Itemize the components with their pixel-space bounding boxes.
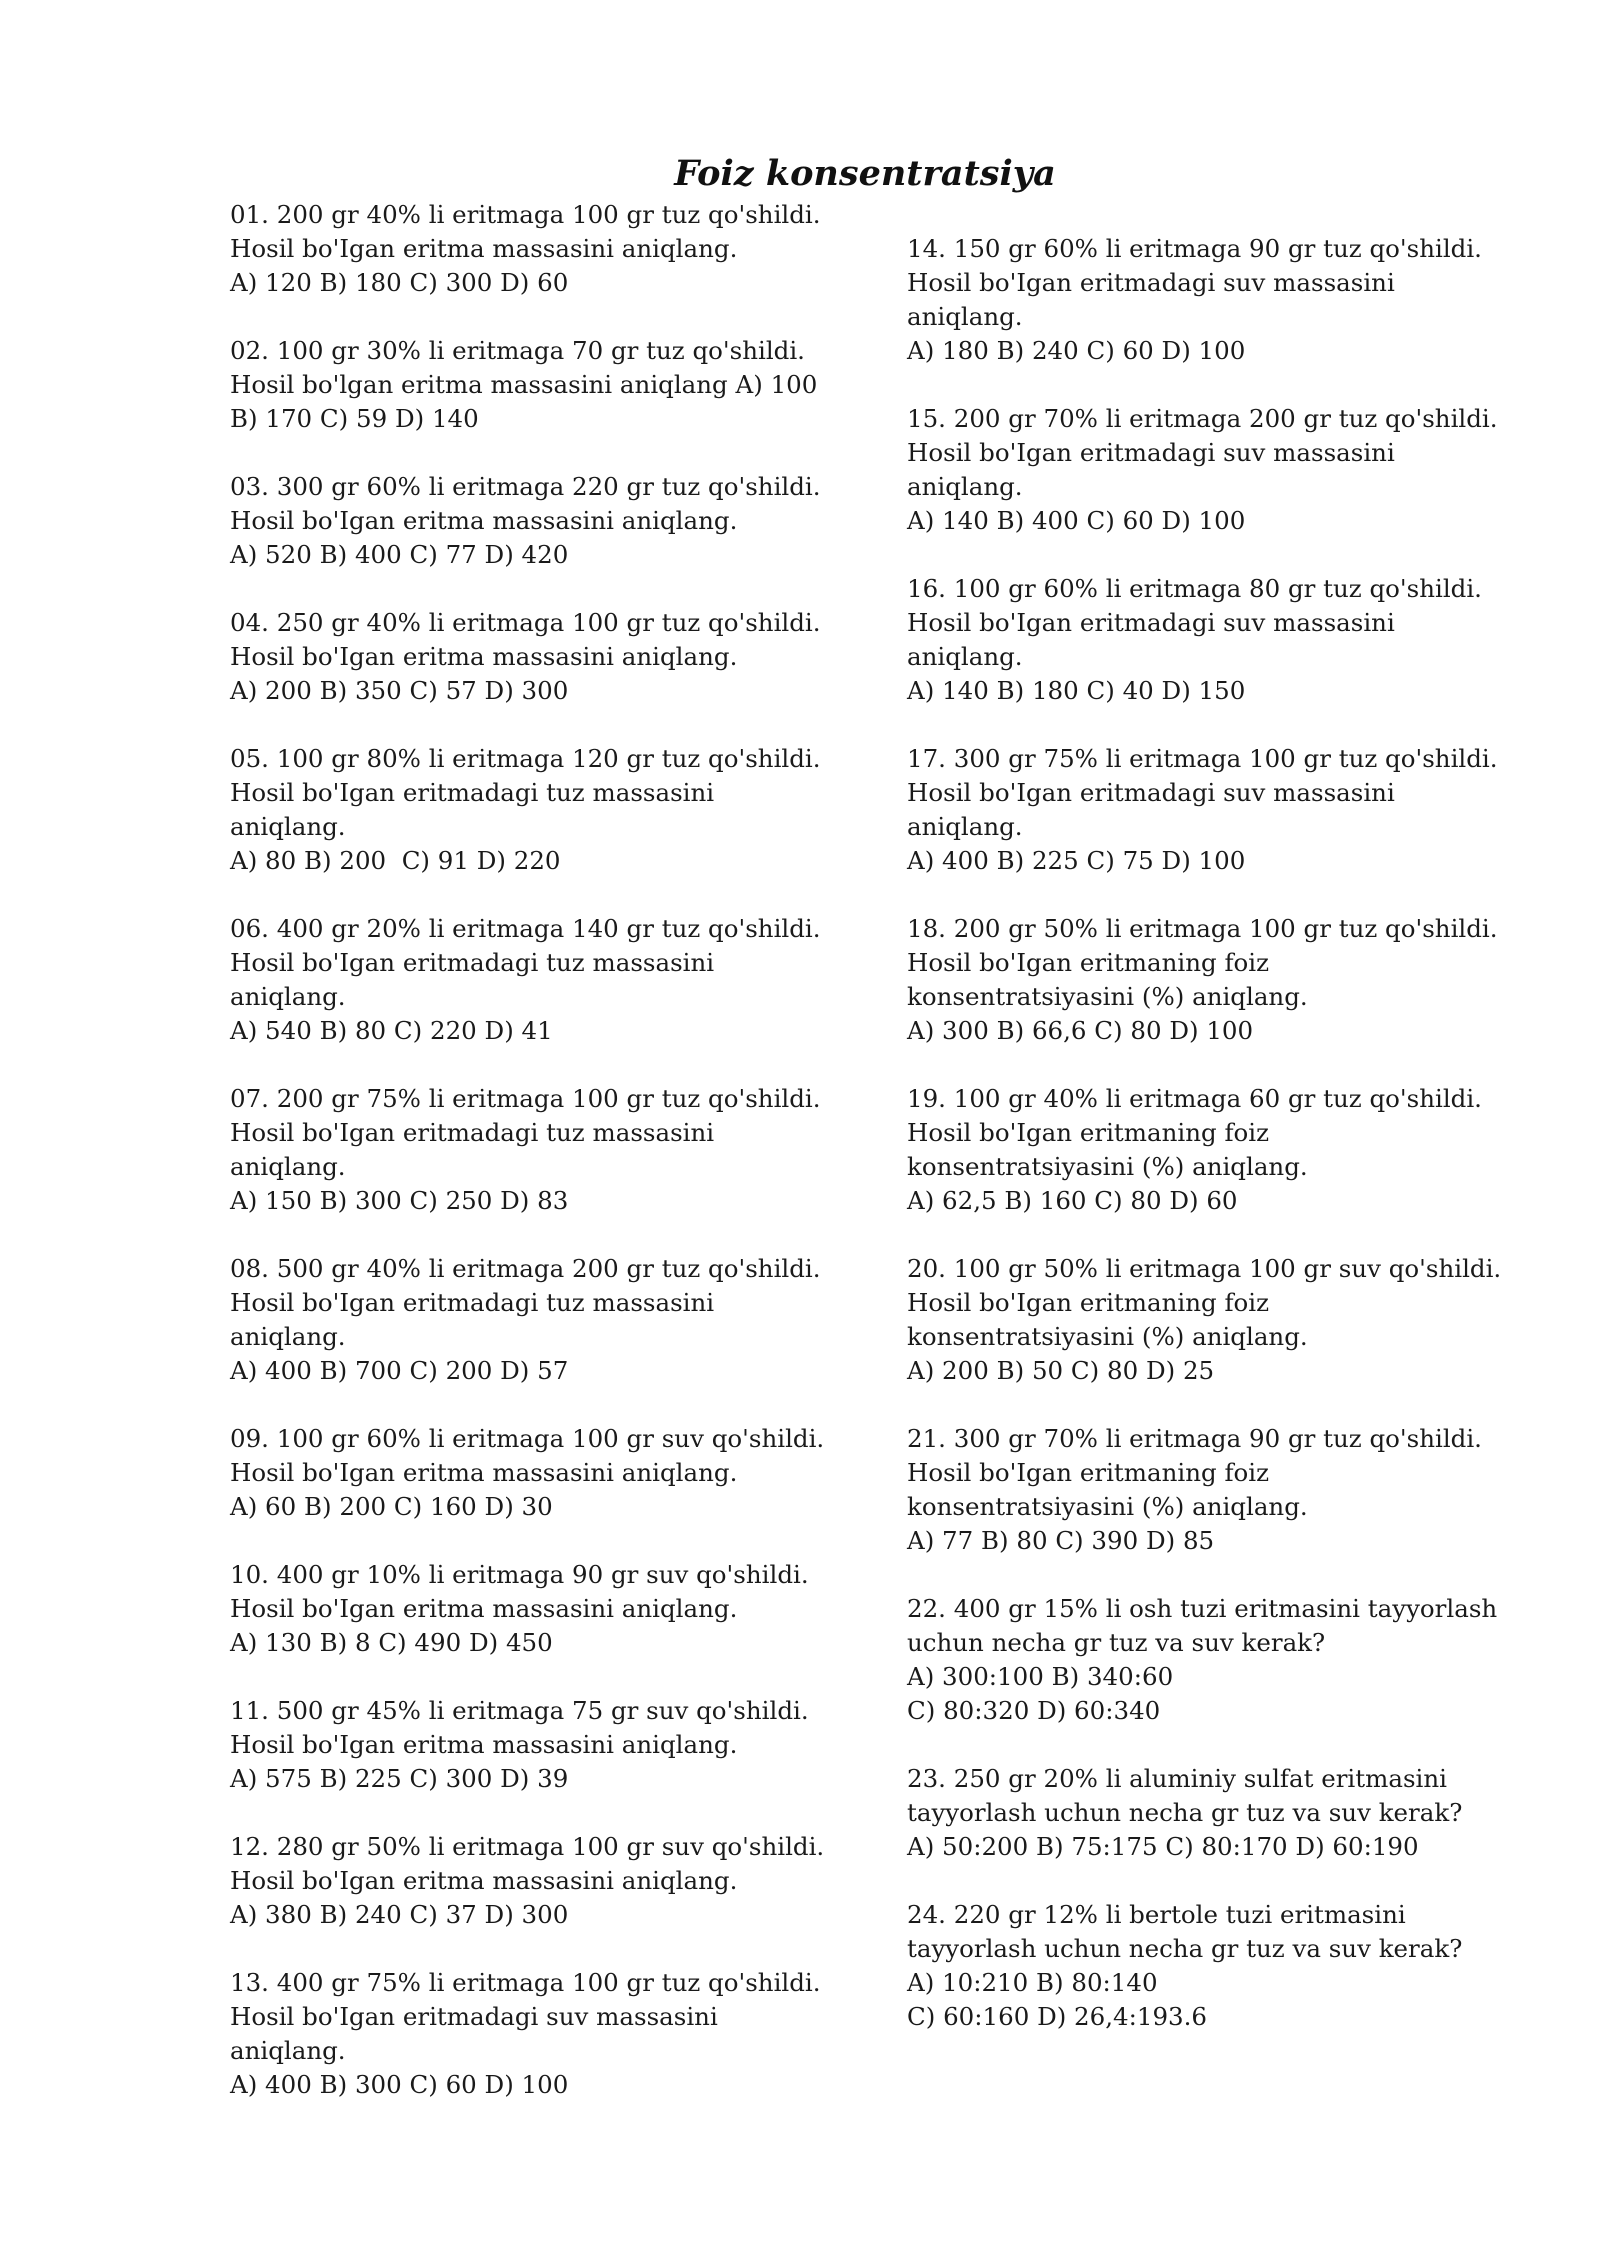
question-item <box>907 1252 1507 1388</box>
page-title: Foiz konsentratsiya <box>674 153 1056 194</box>
question-text: 07. 200 gr 75% li eritmaga 100 gr tuz qo'shildi. <box>230 1084 821 1113</box>
answer-options: C) 80:320 D) 60:340 <box>907 1696 1161 1725</box>
question-text: Hosil bo'Igan eritmadagi tuz massasini <box>230 1118 715 1147</box>
question-item <box>230 912 830 1048</box>
question-item <box>907 912 1507 1048</box>
question-text: 10. 400 gr 10% li eritmaga 90 gr suv qo'shildi. <box>230 1560 809 1589</box>
question-text: uchun necha gr tuz va suv kerak? <box>907 1628 1326 1657</box>
question-text: aniqlang. <box>230 1152 346 1181</box>
question-text: 21. 300 gr 70% li eritmaga 90 gr tuz qo'shildi. <box>907 1424 1482 1453</box>
answer-options: A) 130 B) 8 C) 490 D) 450 <box>230 1628 553 1657</box>
question-text: 23. 250 gr 20% li aluminiy sulfat eritmasini <box>907 1764 1447 1793</box>
question-item <box>907 742 1507 878</box>
question-item <box>907 232 1507 368</box>
answer-options: A) 575 B) 225 C) 300 D) 39 <box>230 1764 569 1793</box>
answer-options: B) 170 C) 59 D) 140 <box>230 404 479 433</box>
question-item <box>230 742 830 878</box>
question-text: Hosil bo'Igan eritmadagi tuz massasini <box>230 1288 715 1317</box>
question-item <box>230 1966 830 2102</box>
answer-options: A) 400 B) 225 C) 75 D) 100 <box>907 846 1246 875</box>
left-column <box>230 198 830 2136</box>
question-text: Hosil bo'Igan eritmaning foiz <box>907 948 1270 977</box>
question-text: konsentratsiyasini (%) aniqlang. <box>907 982 1308 1011</box>
question-item <box>907 1422 1507 1558</box>
question-text: Hosil bo'Igan eritma massasini aniqlang. <box>230 1458 738 1487</box>
question-text: Hosil bo'Igan eritma massasini aniqlang. <box>230 506 738 535</box>
question-text: aniqlang. <box>907 812 1023 841</box>
answer-options: A) 300:100 B) 340:60 <box>907 1662 1174 1691</box>
question-item <box>230 1830 830 1932</box>
question-text: 09. 100 gr 60% li eritmaga 100 gr suv qo'shildi. <box>230 1424 825 1453</box>
answer-options: A) 400 B) 300 C) 60 D) 100 <box>230 2070 569 2099</box>
question-text: 08. 500 gr 40% li eritmaga 200 gr tuz qo'shildi. <box>230 1254 821 1283</box>
question-text: tayyorlash uchun necha gr tuz va suv kerak? <box>907 1934 1463 1963</box>
question-item <box>230 606 830 708</box>
question-text: Hosil bo'Igan eritmadagi suv massasini <box>907 608 1395 637</box>
question-text: 20. 100 gr 50% li eritmaga 100 gr suv qo'shildi. <box>907 1254 1502 1283</box>
question-text: Hosil bo'Igan eritma massasini aniqlang. <box>230 1866 738 1895</box>
question-text: konsentratsiyasini (%) aniqlang. <box>907 1322 1308 1351</box>
question-item <box>230 1558 830 1660</box>
answer-options: A) 150 B) 300 C) 250 D) 83 <box>230 1186 569 1215</box>
question-text: 17. 300 gr 75% li eritmaga 100 gr tuz qo'shildi. <box>907 744 1498 773</box>
answer-options: A) 10:210 B) 80:140 <box>907 1968 1158 1997</box>
question-text: Hosil bo'Igan eritmadagi tuz massasini <box>230 948 715 977</box>
answer-options: A) 200 B) 50 C) 80 D) 25 <box>907 1356 1215 1385</box>
question-item <box>907 1898 1507 2034</box>
question-item <box>907 1082 1507 1218</box>
question-text: Hosil bo'Igan eritmadagi suv massasini <box>907 438 1395 467</box>
answer-options: A) 77 B) 80 C) 390 D) 85 <box>907 1526 1215 1555</box>
question-item <box>907 402 1507 538</box>
question-item <box>230 1252 830 1388</box>
answer-options: C) 60:160 D) 26,4:193.6 <box>907 2002 1208 2031</box>
question-text: konsentratsiyasini (%) aniqlang. <box>907 1492 1308 1521</box>
answer-options: A) 200 B) 350 C) 57 D) 300 <box>230 676 569 705</box>
question-text: 16. 100 gr 60% li eritmaga 80 gr tuz qo'shildi. <box>907 574 1482 603</box>
question-text: aniqlang. <box>907 642 1023 671</box>
question-text: 04. 250 gr 40% li eritmaga 100 gr tuz qo'shildi. <box>230 608 821 637</box>
question-text: 13. 400 gr 75% li eritmaga 100 gr tuz qo'shildi. <box>230 1968 821 1997</box>
question-text: aniqlang. <box>230 1322 346 1351</box>
question-text: aniqlang. <box>230 2036 346 2065</box>
answer-options: A) 540 B) 80 C) 220 D) 41 <box>230 1016 553 1045</box>
question-text: 24. 220 gr 12% li bertole tuzi eritmasini <box>907 1900 1406 1929</box>
question-text: Hosil bo'Igan eritma massasini aniqlang. <box>230 234 738 263</box>
question-text: Hosil bo'Igan eritma massasini aniqlang. <box>230 1730 738 1759</box>
answer-options: A) 80 B) 200 C) 91 D) 220 <box>230 846 561 875</box>
question-item <box>907 1592 1507 1728</box>
answer-options: A) 180 B) 240 C) 60 D) 100 <box>907 336 1246 365</box>
question-text: 12. 280 gr 50% li eritmaga 100 gr suv qo'shildi. <box>230 1832 825 1861</box>
question-item <box>230 1082 830 1218</box>
question-text: 15. 200 gr 70% li eritmaga 200 gr tuz qo'shildi. <box>907 404 1498 433</box>
question-text: aniqlang. <box>907 472 1023 501</box>
question-text: 18. 200 gr 50% li eritmaga 100 gr tuz qo'shildi. <box>907 914 1498 943</box>
question-text: Hosil bo'Igan eritmadagi tuz massasini <box>230 778 715 807</box>
question-text: 05. 100 gr 80% li eritmaga 120 gr tuz qo'shildi. <box>230 744 821 773</box>
question-item <box>230 198 830 300</box>
answer-options: A) 380 B) 240 C) 37 D) 300 <box>230 1900 569 1929</box>
answer-options: A) 62,5 B) 160 C) 80 D) 60 <box>907 1186 1238 1215</box>
question-text: 06. 400 gr 20% li eritmaga 140 gr tuz qo'shildi. <box>230 914 821 943</box>
question-text: aniqlang. <box>230 812 346 841</box>
question-text: Hosil bo'Igan eritma massasini aniqlang. <box>230 642 738 671</box>
answer-options: A) 300 B) 66,6 C) 80 D) 100 <box>907 1016 1254 1045</box>
answer-options: A) 120 B) 180 C) 300 D) 60 <box>230 268 569 297</box>
question-item <box>230 470 830 572</box>
question-text: Hosil bo'Igan eritmaning foiz <box>907 1458 1270 1487</box>
question-item <box>230 1422 830 1524</box>
question-text: Hosil bo'Igan eritmadagi suv massasini <box>907 268 1395 297</box>
question-text: 02. 100 gr 30% li eritmaga 70 gr tuz qo'shildi. <box>230 336 805 365</box>
question-item <box>907 1762 1507 1864</box>
question-text: 03. 300 gr 60% li eritmaga 220 gr tuz qo'shildi. <box>230 472 821 501</box>
answer-options: A) 60 B) 200 C) 160 D) 30 <box>230 1492 553 1521</box>
answer-options: A) 50:200 B) 75:175 C) 80:170 D) 60:190 <box>907 1832 1419 1861</box>
question-item <box>230 1694 830 1796</box>
question-text: 22. 400 gr 15% li osh tuzi eritmasini tayyorlash <box>907 1594 1498 1623</box>
question-text: Hosil bo'Igan eritmaning foiz <box>907 1288 1270 1317</box>
question-text: 01. 200 gr 40% li eritmaga 100 gr tuz qo'shildi. <box>230 200 821 229</box>
answer-options: A) 140 B) 400 C) 60 D) 100 <box>907 506 1246 535</box>
question-text: Hosil bo'Igan eritma massasini aniqlang. <box>230 1594 738 1623</box>
question-item <box>907 572 1507 708</box>
answer-options: A) 140 B) 180 C) 40 D) 150 <box>907 676 1246 705</box>
answer-options: A) 400 B) 700 C) 200 D) 57 <box>230 1356 569 1385</box>
question-text: aniqlang. <box>907 302 1023 331</box>
question-text: tayyorlash uchun necha gr tuz va suv kerak? <box>907 1798 1463 1827</box>
question-text: Hosil bo'Igan eritmaning foiz <box>907 1118 1270 1147</box>
question-text: 14. 150 gr 60% li eritmaga 90 gr tuz qo'shildi. <box>907 234 1482 263</box>
answer-options: A) 520 B) 400 C) 77 D) 420 <box>230 540 569 569</box>
question-text: Hosil bo'Igan eritmadagi suv massasini <box>907 778 1395 807</box>
question-text: Hosil bo'lgan eritma massasini aniqlang A) 100 <box>230 370 818 399</box>
question-text: konsentratsiyasini (%) aniqlang. <box>907 1152 1308 1181</box>
question-item <box>230 334 830 436</box>
question-text: Hosil bo'Igan eritmadagi suv massasini <box>230 2002 718 2031</box>
question-text: 19. 100 gr 40% li eritmaga 60 gr tuz qo'shildi. <box>907 1084 1482 1113</box>
question-text: aniqlang. <box>230 982 346 1011</box>
question-text: 11. 500 gr 45% li eritmaga 75 gr suv qo'shildi. <box>230 1696 809 1725</box>
right-column <box>907 232 1507 2068</box>
